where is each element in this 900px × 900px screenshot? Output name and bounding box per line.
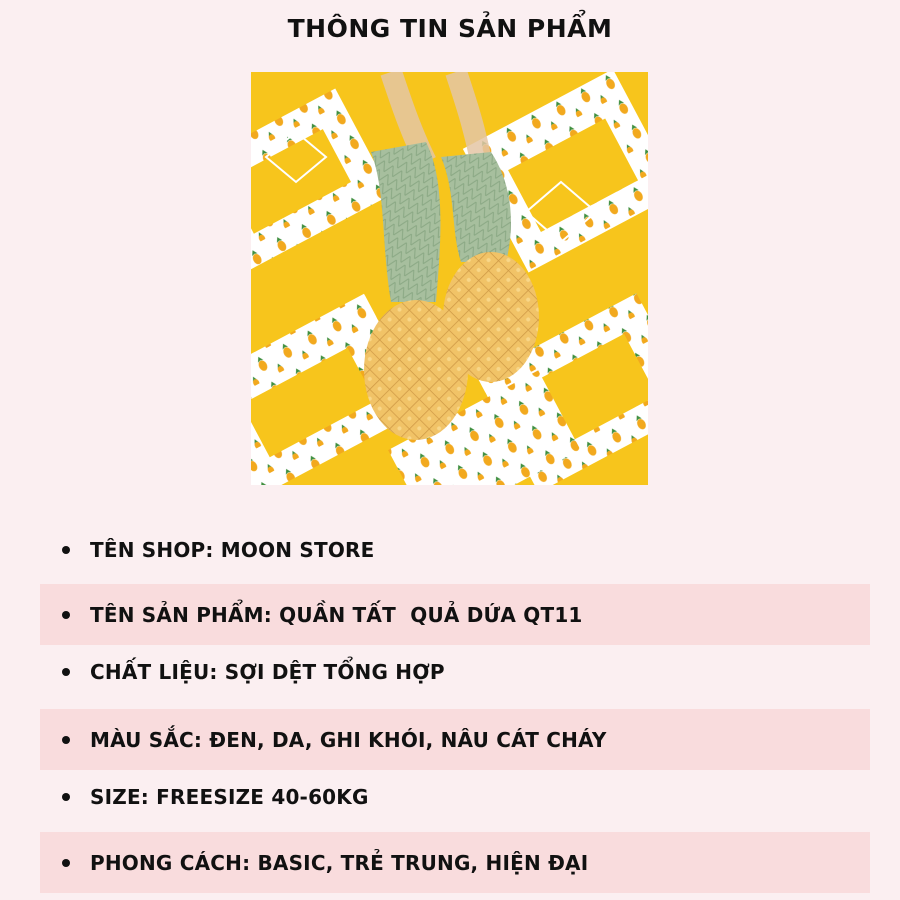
detail-text: TÊN SẢN PHẨM: QUẦN TẤT QUẢ DỨA QT11 bbox=[90, 602, 583, 627]
bullet-icon bbox=[62, 546, 70, 554]
page-title: THÔNG TIN SẢN PHẨM bbox=[287, 14, 613, 43]
detail-text: PHONG CÁCH: BASIC, TRẺ TRUNG, HIỆN ĐẠI bbox=[90, 850, 589, 875]
bullet-icon bbox=[62, 611, 70, 619]
detail-product-name bbox=[40, 584, 870, 645]
detail-text: MÀU SẮC: ĐEN, DA, GHI KHÓI, NÂU CÁT CHÁY bbox=[90, 727, 607, 752]
detail-colors bbox=[40, 709, 870, 770]
detail-text: SIZE: FREESIZE 40-60KG bbox=[90, 784, 369, 809]
detail-text: TÊN SHOP: MOON STORE bbox=[90, 537, 375, 562]
bullet-icon bbox=[62, 793, 70, 801]
product-photo bbox=[251, 72, 648, 485]
bullet-icon bbox=[62, 859, 70, 867]
bullet-icon bbox=[62, 668, 70, 676]
detail-size bbox=[40, 766, 870, 827]
detail-text: CHẤT LIỆU: SỢI DỆT TỔNG HỢP bbox=[90, 659, 445, 684]
detail-material bbox=[40, 641, 870, 702]
detail-style bbox=[40, 832, 870, 893]
bullet-icon bbox=[62, 736, 70, 744]
detail-shop-name bbox=[40, 519, 870, 580]
